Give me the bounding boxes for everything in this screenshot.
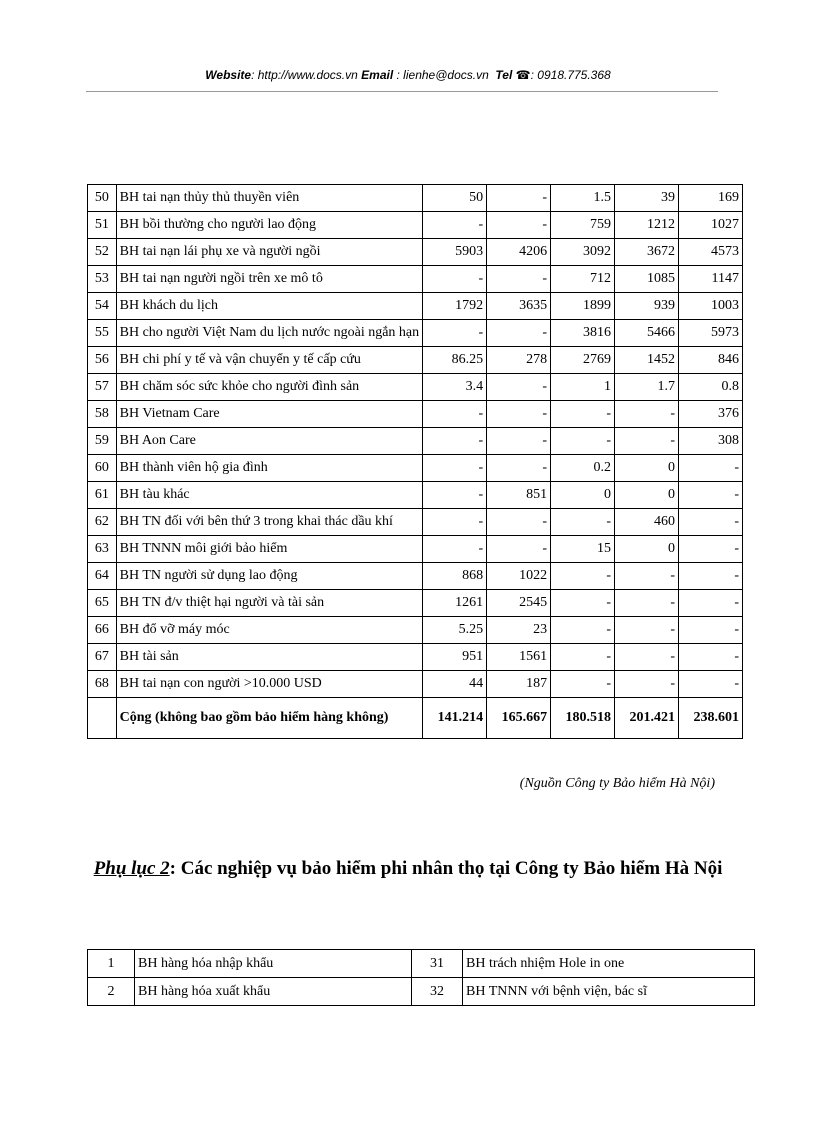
tel-label: Tel [495, 68, 513, 82]
table-row [88, 536, 743, 563]
value-cell: 44 [423, 671, 487, 698]
value-cell: 1452 [615, 347, 679, 374]
insurance-name: BH tai nạn lái phụ xe và người ngồi [116, 239, 423, 266]
value-cell: 4573 [679, 239, 743, 266]
value-cell: - [615, 590, 679, 617]
phone-icon: ☎ [515, 68, 531, 82]
table-row [88, 950, 755, 978]
value-cell: - [615, 401, 679, 428]
insurance-name: BH TN đối với bên thứ 3 trong khai thác dầu khí [116, 509, 423, 536]
value-cell: 50 [423, 185, 487, 212]
page-header [0, 68, 816, 82]
value-cell: 846 [679, 347, 743, 374]
table-row [88, 617, 743, 644]
value-cell: 1 [551, 374, 615, 401]
value-cell: - [551, 401, 615, 428]
insurance-name: BH Vietnam Care [116, 401, 423, 428]
value-cell: - [551, 671, 615, 698]
table-row [88, 482, 743, 509]
insurance-name: BH thành viên hộ gia đình [116, 455, 423, 482]
value-cell: - [423, 509, 487, 536]
value-cell: 1792 [423, 293, 487, 320]
row-number: 54 [88, 293, 117, 320]
insurance-name: BH tai nạn thủy thủ thuyền viên [116, 185, 423, 212]
total-row [88, 698, 743, 739]
appendix-title-text: : Các nghiệp vụ bảo hiểm phi nhân thọ tại Công ty Bảo hiểm Hà Nội [169, 858, 723, 879]
value-cell: - [679, 482, 743, 509]
row-number: 62 [88, 509, 117, 536]
value-cell: 1212 [615, 212, 679, 239]
service-name: BH trách nhiệm Hole in one [463, 950, 755, 978]
row-number: 55 [88, 320, 117, 347]
email-value[interactable]: : lienhe@docs.vn [396, 68, 489, 82]
appendix-label: Phụ lục 2 [93, 858, 170, 879]
value-cell: - [551, 644, 615, 671]
services-table [87, 949, 755, 1006]
table-row [88, 374, 743, 401]
row-number: 57 [88, 374, 117, 401]
value-cell: 39 [615, 185, 679, 212]
table-row [88, 239, 743, 266]
insurance-name: BH TN đ/v thiệt hại người và tài sản [116, 590, 423, 617]
value-cell: 2545 [487, 590, 551, 617]
insurance-name: BH khách du lịch [116, 293, 423, 320]
value-cell: 0.8 [679, 374, 743, 401]
insurance-name: BH chi phí y tế và vận chuyển y tế cấp cứu [116, 347, 423, 374]
value-cell: - [679, 563, 743, 590]
header-divider [86, 91, 718, 92]
row-number: 67 [88, 644, 117, 671]
total-value: 165.667 [487, 698, 551, 739]
value-cell: 0 [615, 536, 679, 563]
value-cell: 1003 [679, 293, 743, 320]
value-cell: 5973 [679, 320, 743, 347]
premium-table-body [88, 185, 743, 739]
insurance-name: BH chăm sóc sức khỏe cho người đình sản [116, 374, 423, 401]
table-row [88, 185, 743, 212]
table-row [88, 401, 743, 428]
value-cell: 0 [551, 482, 615, 509]
value-cell: 851 [487, 482, 551, 509]
value-cell: - [423, 482, 487, 509]
value-cell: 278 [487, 347, 551, 374]
row-number: 63 [88, 536, 117, 563]
tel-value: : 0918.775.368 [530, 68, 611, 82]
row-number: 60 [88, 455, 117, 482]
row-number: 58 [88, 401, 117, 428]
value-cell: 939 [615, 293, 679, 320]
total-value: 238.601 [679, 698, 743, 739]
table-row [88, 978, 755, 1006]
value-cell: 1561 [487, 644, 551, 671]
total-number-cell [88, 698, 117, 739]
insurance-name: BH bồi thường cho người lao động [116, 212, 423, 239]
insurance-name: BH tai nạn người ngồi trên xe mô tô [116, 266, 423, 293]
value-cell: 5903 [423, 239, 487, 266]
email-label: Email [361, 68, 394, 82]
value-cell: - [615, 671, 679, 698]
value-cell: - [679, 644, 743, 671]
table-row [88, 509, 743, 536]
value-cell: 5466 [615, 320, 679, 347]
row-number: 59 [88, 428, 117, 455]
value-cell: 1022 [487, 563, 551, 590]
table-row [88, 590, 743, 617]
value-cell: - [679, 590, 743, 617]
source-note: (Nguồn Công ty Bảo hiểm Hà Nội) [519, 776, 715, 791]
value-cell: 951 [423, 644, 487, 671]
total-value: 201.421 [615, 698, 679, 739]
row-number: 52 [88, 239, 117, 266]
value-cell: - [423, 320, 487, 347]
table-row [88, 563, 743, 590]
value-cell: 0.2 [551, 455, 615, 482]
insurance-name: BH tai nạn con người >10.000 USD [116, 671, 423, 698]
value-cell: - [615, 428, 679, 455]
value-cell: 1085 [615, 266, 679, 293]
value-cell: 460 [615, 509, 679, 536]
row-number: 2 [88, 978, 135, 1006]
value-cell: 1899 [551, 293, 615, 320]
value-cell: 308 [679, 428, 743, 455]
value-cell: - [551, 509, 615, 536]
row-number: 56 [88, 347, 117, 374]
value-cell: 1147 [679, 266, 743, 293]
value-cell: 23 [487, 617, 551, 644]
service-name: BH TNNN với bệnh viện, bác sĩ [463, 978, 755, 1006]
table-row [88, 428, 743, 455]
value-cell: 376 [679, 401, 743, 428]
value-cell: - [423, 428, 487, 455]
value-cell: - [487, 401, 551, 428]
value-cell: 0 [615, 455, 679, 482]
insurance-name: BH TN người sử dụng lao động [116, 563, 423, 590]
row-number: 66 [88, 617, 117, 644]
value-cell: - [487, 212, 551, 239]
value-cell: - [679, 536, 743, 563]
value-cell: 4206 [487, 239, 551, 266]
row-number: 61 [88, 482, 117, 509]
value-cell: 1027 [679, 212, 743, 239]
value-cell: - [679, 509, 743, 536]
value-cell: - [551, 617, 615, 644]
row-number: 50 [88, 185, 117, 212]
total-value: 141.214 [423, 698, 487, 739]
table-row [88, 455, 743, 482]
row-number: 64 [88, 563, 117, 590]
value-cell: 187 [487, 671, 551, 698]
value-cell: 1261 [423, 590, 487, 617]
value-cell: 3816 [551, 320, 615, 347]
service-name: BH hàng hóa xuất khẩu [135, 978, 412, 1006]
value-cell: 1.5 [551, 185, 615, 212]
value-cell: - [423, 266, 487, 293]
total-value: 180.518 [551, 698, 615, 739]
value-cell: 3.4 [423, 374, 487, 401]
value-cell: 712 [551, 266, 615, 293]
value-cell: - [679, 455, 743, 482]
value-cell: - [487, 509, 551, 536]
appendix-title [0, 858, 816, 880]
total-label: Cộng (không bao gồm bảo hiểm hàng không) [116, 698, 423, 739]
value-cell: - [551, 428, 615, 455]
value-cell: - [487, 428, 551, 455]
table-row [88, 644, 743, 671]
value-cell: - [423, 455, 487, 482]
service-name: BH hàng hóa nhập khẩu [135, 950, 412, 978]
value-cell: 3635 [487, 293, 551, 320]
insurance-name: BH tàu khác [116, 482, 423, 509]
row-number: 68 [88, 671, 117, 698]
table-row [88, 266, 743, 293]
value-cell: 1.7 [615, 374, 679, 401]
table-row [88, 347, 743, 374]
insurance-name: BH TNNN môi giới bảo hiểm [116, 536, 423, 563]
value-cell: - [423, 536, 487, 563]
website-value[interactable]: : http://www.docs.vn [251, 68, 358, 82]
value-cell: 2769 [551, 347, 615, 374]
value-cell: - [487, 185, 551, 212]
value-cell: - [423, 212, 487, 239]
value-cell: 5.25 [423, 617, 487, 644]
insurance-name: BH cho người Việt Nam du lịch nước ngoài ngắn hạn [116, 320, 423, 347]
table-row [88, 320, 743, 347]
website-label: Website [205, 68, 252, 82]
value-cell: 169 [679, 185, 743, 212]
row-number: 1 [88, 950, 135, 978]
value-cell: - [487, 536, 551, 563]
insurance-name: BH đổ vỡ máy móc [116, 617, 423, 644]
value-cell: - [487, 320, 551, 347]
insurance-name: BH Aon Care [116, 428, 423, 455]
value-cell: - [487, 266, 551, 293]
value-cell: 86.25 [423, 347, 487, 374]
row-number: 65 [88, 590, 117, 617]
value-cell: - [551, 563, 615, 590]
value-cell: 15 [551, 536, 615, 563]
row-number: 51 [88, 212, 117, 239]
value-cell: - [487, 374, 551, 401]
services-table-body [88, 950, 755, 1006]
value-cell: 3672 [615, 239, 679, 266]
value-cell: - [551, 590, 615, 617]
table-row [88, 212, 743, 239]
premium-table [87, 184, 743, 739]
table-row [88, 293, 743, 320]
value-cell: - [679, 617, 743, 644]
value-cell: 3092 [551, 239, 615, 266]
row-number: 32 [412, 978, 463, 1006]
value-cell: - [487, 455, 551, 482]
row-number: 31 [412, 950, 463, 978]
value-cell: 759 [551, 212, 615, 239]
value-cell: - [615, 563, 679, 590]
insurance-name: BH tài sản [116, 644, 423, 671]
value-cell: - [615, 617, 679, 644]
value-cell: - [615, 644, 679, 671]
table-row [88, 671, 743, 698]
value-cell: - [679, 671, 743, 698]
value-cell: 0 [615, 482, 679, 509]
row-number: 53 [88, 266, 117, 293]
value-cell: - [423, 401, 487, 428]
value-cell: 868 [423, 563, 487, 590]
